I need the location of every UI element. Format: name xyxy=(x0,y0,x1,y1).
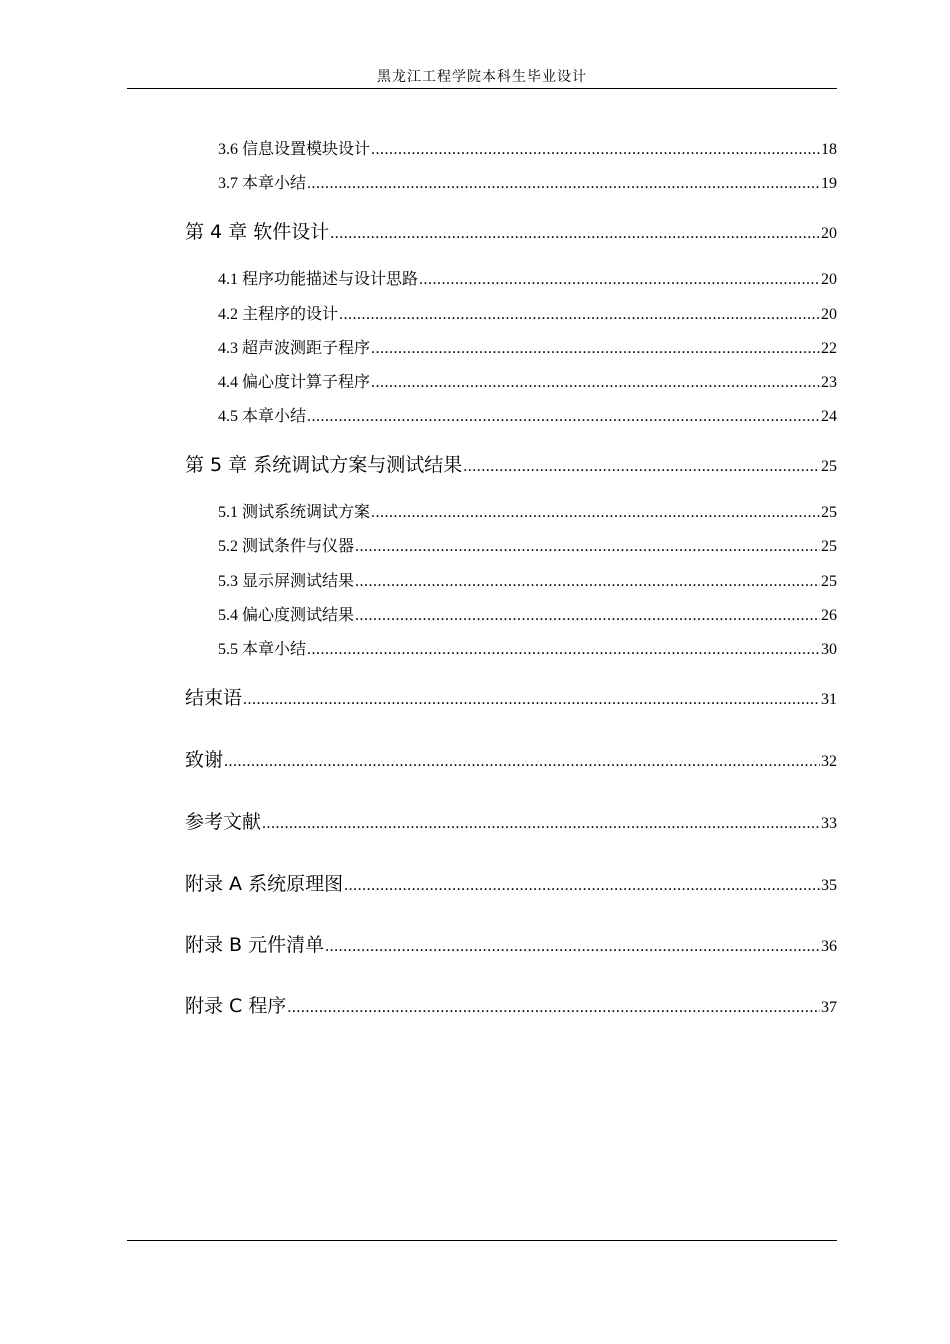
toc-entry-label: 参考文献 xyxy=(185,811,262,833)
dot-leader xyxy=(307,639,820,661)
toc-page-number: 32 xyxy=(821,753,837,770)
dot-leader xyxy=(325,936,820,958)
toc-entry-5-5[interactable] xyxy=(218,639,837,661)
toc-page-number: 31 xyxy=(821,691,837,708)
toc-entry-label: 附录 B 元件清单 xyxy=(185,934,325,956)
toc-page-number: 25 xyxy=(821,573,837,590)
toc-entry-label: 5.5 本章小结 xyxy=(218,641,307,658)
toc-entry-3-7[interactable] xyxy=(218,173,837,195)
toc-page-number: 25 xyxy=(821,538,837,555)
toc-page-number: 20 xyxy=(821,306,837,323)
toc-entry-appendix-c[interactable] xyxy=(185,995,837,1017)
toc-page-number: 33 xyxy=(821,815,837,832)
dot-leader xyxy=(344,875,820,897)
dot-leader xyxy=(224,751,820,773)
dot-leader xyxy=(339,304,820,326)
toc-page-number: 19 xyxy=(821,175,837,192)
toc-entry-label: 第 4 章 软件设计 xyxy=(185,221,330,243)
dot-leader xyxy=(419,269,820,291)
toc-entry-conclusion[interactable] xyxy=(185,687,837,709)
toc-page-number: 18 xyxy=(821,141,837,158)
toc-entry-label: 4.3 超声波测距子程序 xyxy=(218,340,371,357)
toc-entry-appendix-b[interactable] xyxy=(185,934,837,956)
toc-entry-label: 5.2 测试条件与仪器 xyxy=(218,538,355,555)
toc-entry-label: 结束语 xyxy=(185,687,243,709)
dot-leader xyxy=(243,689,820,711)
dot-leader xyxy=(463,456,820,478)
toc-page-number: 35 xyxy=(821,877,837,894)
dot-leader xyxy=(371,502,820,524)
toc-entry-acknowledgements[interactable] xyxy=(185,749,837,771)
dot-leader xyxy=(355,605,820,627)
toc-page-number: 23 xyxy=(821,374,837,391)
dot-leader xyxy=(307,173,820,195)
toc-entry-label: 附录 C 程序 xyxy=(185,995,287,1017)
toc-page-number: 20 xyxy=(821,225,837,242)
toc-page-number: 25 xyxy=(821,504,837,521)
toc-entry-label: 4.5 本章小结 xyxy=(218,408,307,425)
toc-page-number: 26 xyxy=(821,607,837,624)
toc-entry-label: 5.3 显示屏测试结果 xyxy=(218,573,355,590)
toc-page-number: 36 xyxy=(821,938,837,955)
toc-entry-5-1[interactable] xyxy=(218,502,837,524)
toc-entry-label: 5.4 偏心度测试结果 xyxy=(218,607,355,624)
toc-entry-label: 3.7 本章小结 xyxy=(218,175,307,192)
dot-leader xyxy=(371,372,820,394)
toc-page-number: 20 xyxy=(821,271,837,288)
toc-entry-label: 4.2 主程序的设计 xyxy=(218,306,339,323)
dot-leader xyxy=(355,571,820,593)
footer-rule xyxy=(127,1240,837,1241)
toc-entry-4-3[interactable] xyxy=(218,338,837,360)
toc-entry-5-2[interactable] xyxy=(218,536,837,558)
dot-leader xyxy=(355,536,820,558)
toc-page-number: 37 xyxy=(821,999,837,1016)
dot-leader xyxy=(287,997,820,1019)
toc-entry-5-4[interactable] xyxy=(218,605,837,627)
toc-entry-label: 5.1 测试系统调试方案 xyxy=(218,504,371,521)
dot-leader xyxy=(330,223,820,245)
toc-entry-appendix-a[interactable] xyxy=(185,873,837,895)
toc-page-number: 25 xyxy=(821,458,837,475)
toc-entry-5-3[interactable] xyxy=(218,571,837,593)
toc-entry-chapter-5[interactable] xyxy=(185,454,837,476)
toc-entry-references[interactable] xyxy=(185,811,837,833)
toc-entry-label: 4.1 程序功能描述与设计思路 xyxy=(218,271,419,288)
toc-entry-label: 4.4 偏心度计算子程序 xyxy=(218,374,371,391)
toc-page-number: 22 xyxy=(821,340,837,357)
page-header: 黑龙江工程学院本科生毕业设计 xyxy=(377,70,587,85)
toc-entry-4-2[interactable] xyxy=(218,304,837,326)
toc-entry-4-4[interactable] xyxy=(218,372,837,394)
toc-entry-4-5[interactable] xyxy=(218,406,837,428)
dot-leader xyxy=(307,406,820,428)
dot-leader xyxy=(371,338,820,360)
toc-entry-label: 第 5 章 系统调试方案与测试结果 xyxy=(185,454,463,476)
toc-entry-3-6[interactable] xyxy=(218,139,837,161)
toc-entry-4-1[interactable] xyxy=(218,269,837,291)
dot-leader xyxy=(371,139,820,161)
toc-entry-label: 3.6 信息设置模块设计 xyxy=(218,141,371,158)
toc-entry-chapter-4[interactable] xyxy=(185,221,837,243)
toc-entry-label: 致谢 xyxy=(185,749,224,771)
dot-leader xyxy=(262,813,820,835)
toc-entry-label: 附录 A 系统原理图 xyxy=(185,873,344,895)
toc-page-number: 24 xyxy=(821,408,837,425)
toc-page-number: 30 xyxy=(821,641,837,658)
